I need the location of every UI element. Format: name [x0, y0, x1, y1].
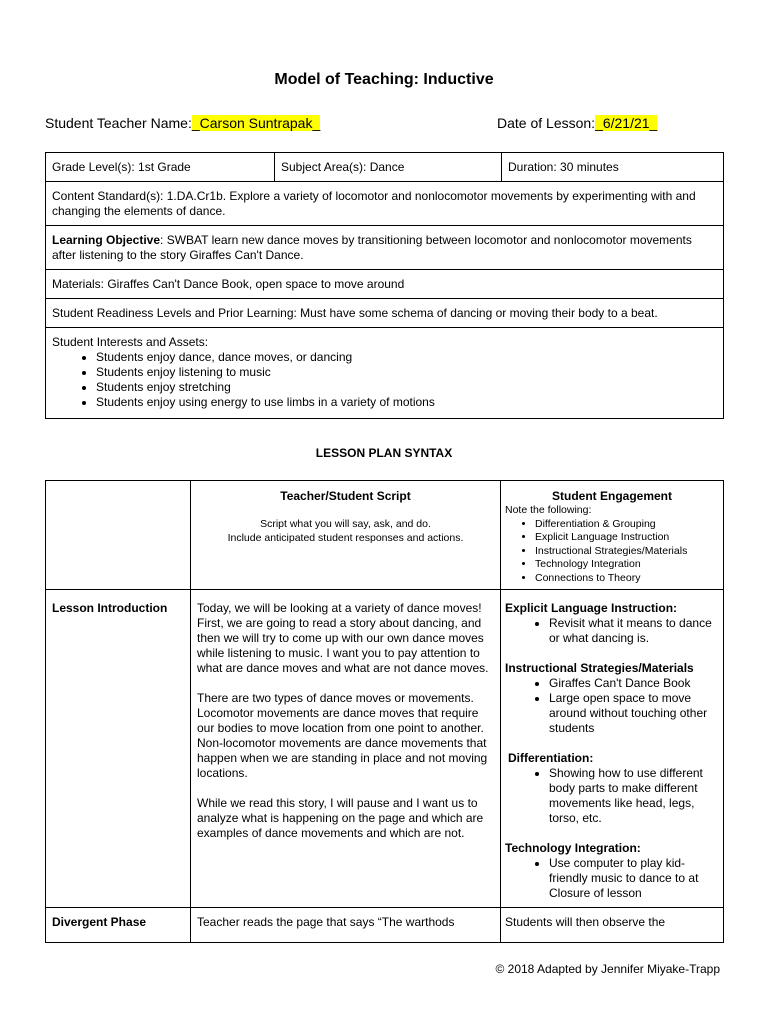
list-item: • Use computer to play kid-friendly music to dance to at Closure of lesson: [549, 856, 719, 901]
duration-cell: Duration: 30 minutes: [502, 153, 724, 182]
content-standard-cell: Content Standard(s): 1.DA.Cr1b. Explore a variety of locomotor and nonlocomotor movements by experimenting with and changing the elements of dance.: [46, 182, 724, 226]
differentiation-list: [505, 766, 719, 826]
grade-level-cell: Grade Level(s): 1st Grade: [46, 153, 275, 182]
table-row: [46, 908, 724, 943]
lesson-date-label: Date of Lesson:: [497, 115, 596, 131]
intro-paragraph: Today, we will be looking at a variety of dance moves! First, we are going to read a story about dancing, and then we will try to come up with our own dance moves while listening to music. I want you to pay attention to what are dance moves and what are not dance moves.: [197, 601, 489, 675]
blank-header-cell: [46, 481, 191, 590]
lesson-introduction-script: [191, 590, 501, 908]
lesson-plan-table: [45, 480, 724, 943]
strategies-heading: Instructional Strategies/Materials: [505, 661, 694, 675]
engagement-list: [505, 518, 719, 586]
engagement-header: Student Engagement: [551, 489, 672, 503]
divergent-phase-label: Divergent Phase: [46, 908, 191, 943]
engagement-header-cell: [501, 481, 724, 590]
script-subtitle-1: Script what you will say, ask, and do.: [260, 518, 431, 530]
intro-paragraph: There are two types of dance moves or movements. Locomotor movements are dance moves that require our bodies to move location from one point to another. Non-locomotor movements are dance movements that happen when we are standing in place and not moving locations.: [197, 691, 488, 780]
list-item: • Explicit Language Instruction: [535, 531, 719, 545]
table-row: [46, 226, 724, 270]
list-item: • Revisit what it means to dance or what dancing is.: [549, 616, 719, 646]
list-item: • Differentiation & Grouping: [535, 518, 719, 532]
subject-area-cell: Subject Area(s): Dance: [275, 153, 502, 182]
objective-text: : SWBAT learn new dance moves by transitioning between locomotor and nonlocomotor movements after listening to the story Giraffes Can't Dance.: [52, 233, 692, 262]
differentiation-heading: Differentiation:: [508, 751, 594, 765]
readiness-cell: Student Readiness Levels and Prior Learning: Must have some schema of dancing or moving their body to a beat.: [46, 299, 724, 328]
lesson-introduction-label: Lesson Introduction: [46, 590, 191, 908]
script-header-cell: [191, 481, 501, 590]
explicit-language-heading: Explicit Language Instruction:: [505, 601, 678, 615]
table-row: [46, 590, 724, 908]
list-item: • Students enjoy stretching: [96, 380, 717, 395]
table-row: [46, 481, 724, 590]
table-row: [46, 182, 724, 226]
technology-heading: Technology Integration:: [505, 841, 641, 855]
list-item: • Connections to Theory: [535, 572, 719, 586]
lesson-info-table: [45, 152, 724, 419]
technology-list: [505, 856, 719, 901]
strategies-list: [505, 676, 719, 736]
interests-cell: [46, 328, 724, 419]
teacher-name-label: Student Teacher Name:: [45, 115, 192, 131]
table-row: [46, 153, 724, 182]
divergent-phase-engagement: Students will then observe the: [501, 908, 724, 943]
lesson-date-value: _6/21/21_: [595, 115, 658, 131]
objective-label: Learning Objective: [52, 233, 161, 247]
teacher-name-value: _Carson Suntrapak_: [191, 115, 321, 131]
list-item: • Large open space to move around without touching other students: [549, 691, 719, 736]
lesson-date-line: [497, 115, 657, 131]
document-title: Model of Teaching: Inductive: [274, 71, 494, 88]
table-row: [46, 270, 724, 299]
table-row: [46, 299, 724, 328]
divergent-phase-script: Teacher reads the page that says “The warthods: [191, 908, 501, 943]
list-item: • Students enjoy using energy to use limbs in a variety of motions: [96, 395, 717, 410]
list-item: • Students enjoy dance, dance moves, or dancing: [96, 350, 717, 365]
script-subtitle-2: Include anticipated student responses and actions.: [227, 531, 464, 544]
lesson-plan-syntax-heading: LESSON PLAN SYNTAX: [315, 446, 453, 460]
list-item: • Giraffes Can't Dance Book: [549, 676, 719, 691]
learning-objective-cell: [46, 226, 724, 270]
copyright-footer: © 2018 Adapted by Jennifer Miyake-Trapp: [495, 962, 720, 976]
lesson-introduction-engagement: [501, 590, 724, 908]
teacher-name-line: [45, 115, 320, 131]
intro-paragraph: While we read this story, I will pause and I want us to analyze what is happening on the page and which are examples of dance movements and which are not.: [197, 796, 484, 840]
explicit-language-list: [505, 616, 719, 646]
script-header: Teacher/Student Script: [280, 489, 411, 503]
list-item: • Students enjoy listening to music: [96, 365, 717, 380]
list-item: • Instructional Strategies/Materials: [535, 545, 719, 559]
interests-label: Student Interests and Assets:: [52, 335, 209, 349]
list-item: • Showing how to use different body parts to make different movements like head, legs, torso, etc.: [549, 766, 719, 826]
interests-list: [52, 350, 717, 410]
materials-cell: Materials: Giraffes Can't Dance Book, open space to move around: [46, 270, 724, 299]
table-row: [46, 328, 724, 419]
engagement-note: Note the following:: [505, 504, 592, 516]
list-item: • Technology Integration: [535, 558, 719, 572]
